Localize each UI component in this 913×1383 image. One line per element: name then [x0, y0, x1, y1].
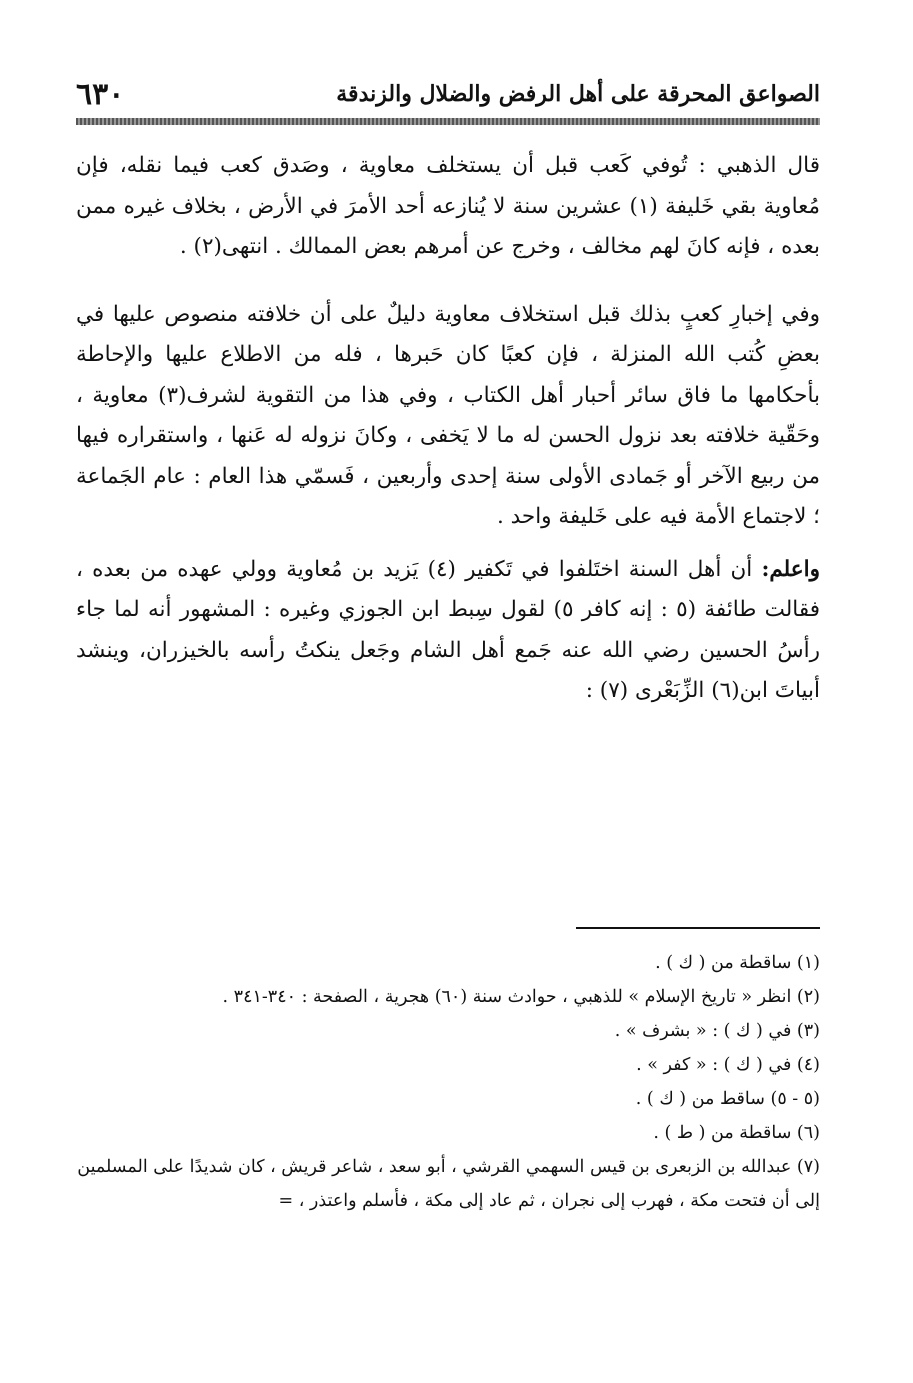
running-title: الصواعق المحرقة على أهل الرفض والضلال والزندقة [336, 81, 820, 107]
paragraph-3 [76, 550, 820, 712]
footnote-6: (٦) ساقطة من ( ط ) . [653, 1123, 820, 1143]
paragraph-3-text: أن أهل السنة اختَلفوا في تَكفير (٤) يَزيد بن مُعاوية وولي عهده من بعده ، فقالت طائفة (٥ : إنه كافر ٥) لقول سِبط ابن الجوزي وغيره : المشهور أنه لما جاء رأسُ الحسين رضي الله عنه جَمع أهل الشام وجَعل ينكتُ رأسه بالخيزران، وينشد أبياتَ ابن(٦) الزِّبَعْرى (٧) : [76, 556, 820, 703]
footnotes [76, 946, 820, 1218]
header-divider [76, 118, 820, 125]
page-header [76, 74, 820, 114]
paragraph-1: قال الذهبي : تُوفي كَعب قبل أن يستخلف معاوية ، وصَدق كعب فيما نقله، فإن مُعاوية بقي خَليفة (١) عشرين سنة لا يُنازعه أحد الأمرَ في الأرض ، بخلاف غيره ممن بعده ، فإنه كانَ لهم مخالف ، وخرج عن أمرهم بعض الممالك . انتهى(٢) . [76, 153, 821, 259]
footnote-5: (٥ - ٥) ساقط من ( ك ) . [635, 1089, 820, 1109]
page-number: ٦٣٠ [76, 76, 125, 112]
footnote-2: (٢) انظر « تاريخ الإسلام » للذهبي ، حوادث سنة (٦٠) هجرية ، الصفحة : ٣٤٠-٣٤١ . [222, 987, 820, 1007]
footnote-separator [576, 927, 820, 929]
book-page [76, 74, 820, 1314]
main-text [76, 146, 820, 712]
footnote-1: (١) ساقطة من ( ك ) . [655, 953, 820, 973]
footnote-4: (٤) في ( ك ) : « كفر » . [636, 1055, 820, 1075]
paragraph-3-lead: واعلم: [761, 556, 820, 582]
paragraph-2: وفي إخبارِ كعبٍ بذلك قبل استخلاف معاوية دليلٌ على أن خلافته منصوص عليها في بعضِ كُتب الله المنزلة ، فإن كعبًا كان حَبرها ، فله من الاطلاع عليها والإحاطة بأحكامها ما فاق سائر أحبار أهل الكتاب ، وفي هذا من التقوية لشرف(٣) معاوية ، وحَقّية خلافته بعد نزول الحسن له ما لا يَخفى ، وكانَ نزوله له عَنها ، واستقراره فيها من ربيع الآخر أو جَمادى الأولى سنة إحدى وأربعين ، فَسمّي هذا العام : عام الجَماعة ؛ لاجتماع الأمة فيه على خَليفة واحد . [76, 301, 820, 529]
footnote-7: (٧) عبدالله بن الزبعرى بن قيس السهمي القرشي ، أبو سعد ، شاعر قريش ، كان شديدًا على المسلمين إلى أن فتحت مكة ، فهرب إلى نجران ، ثم عاد إلى مكة ، فأسلم واعتذر ، = [77, 1157, 820, 1211]
footnote-3: (٣) في ( ك ) : « بشرف » . [614, 1021, 820, 1041]
